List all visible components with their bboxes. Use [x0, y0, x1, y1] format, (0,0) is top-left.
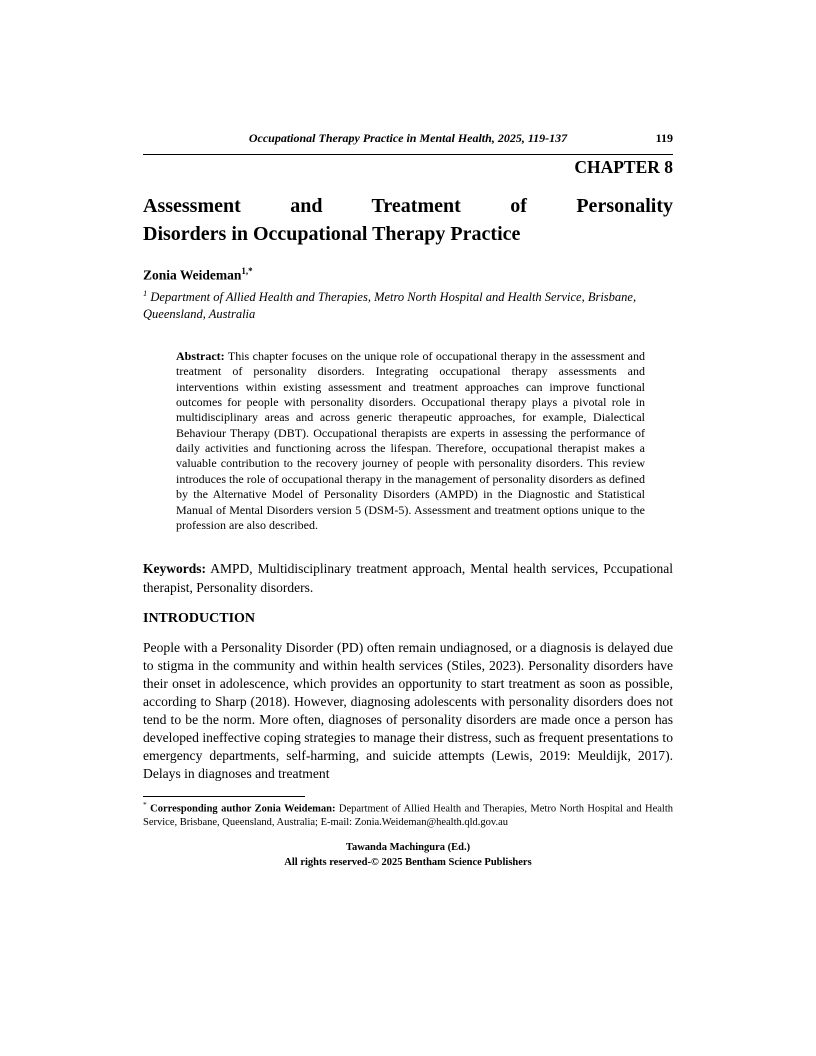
chapter-title-line-1: Assessment and Treatment of Personality	[143, 195, 673, 217]
affiliation-mark: 1	[143, 288, 148, 299]
chapter-title	[143, 192, 673, 249]
author-affiliation-mark: 1,*	[241, 265, 253, 276]
keywords-label: Keywords:	[143, 561, 206, 577]
running-head	[143, 131, 673, 147]
chapter-label: CHAPTER 8	[574, 157, 673, 177]
section-heading-introduction: INTRODUCTION	[143, 610, 256, 626]
corresponding-author-footnote	[143, 800, 673, 830]
footnote-label: Corresponding author Zonia Weideman:	[146, 803, 336, 815]
abstract	[176, 349, 645, 533]
affiliation-text: Department of Allied Health and Therapies, Metro North Hospital and Health Service, Brisbane, Queensland, Australia	[143, 290, 637, 321]
footnote-marker: *	[143, 800, 147, 810]
footnote-text: Department of Allied Health and Therapies, Metro North Hospital and Health Service, Brisbane, Queensland, Australia; E-mail: Zonia.Weideman@health.qld.gov.au	[143, 803, 673, 829]
introduction-paragraph: People with a Personality Disorder (PD) often remain undiagnosed, or a diagnosis is delayed due to stigma in the community and within health services (Stiles, 2023). Personality disorders have their onset in adolescence, which provides an opportunity to start treatment as soon as possible, according to Sharp (2018). However, diagnosing adolescents with personality disorders does not tend to be the norm. More often, diagnoses of personality disorders are made once a person has developed ineffective coping strategies to manage their distress, such as frequent presentations to emergency departments, self-harming, and suicide attempts (Lewis, 2019: Meuldijk, 2017). Delays in diagnoses and treatment	[143, 639, 673, 782]
publisher-imprint	[143, 841, 673, 870]
book-citation: Occupational Therapy Practice in Mental Health, 2025, 119-137	[248, 131, 568, 145]
page-number: 119	[655, 131, 673, 145]
affiliation	[143, 288, 673, 322]
abstract-label: Abstract:	[176, 348, 225, 363]
author-name: Zonia Weideman	[143, 267, 242, 283]
rights-line: All rights reserved-© 2025 Bentham Science Publishers	[284, 856, 532, 868]
page-content	[143, 131, 673, 870]
author-line	[143, 266, 673, 284]
keywords-text: AMPD, Multidisciplinary treatment approach, Mental health services, Pccupational therapist, Personality disorders.	[143, 561, 673, 595]
keywords	[143, 560, 673, 597]
header-rule	[143, 154, 673, 155]
chapter-title-line-2: Disorders in Occupational Therapy Practice	[143, 223, 521, 246]
footnote-rule	[143, 796, 305, 797]
abstract-text: This chapter focuses on the unique role of occupational therapy in the assessment and treatment of personality disorders. Integrating occupational therapy assessments and interventions within existing assessment and treatment approaches can improve functional outcomes for people with personality disorders. Occupational therapy plays a pivotal role in multidisciplinary areas and across generic therapeutic approaches, for example, Dialectical Behaviour Therapy (DBT). Occupational therapists are experts in assessing the performance of daily activities and functioning across the lifespan. Therefore, occupational therapist makes a valuable contribution to the recovery journey of people with personality disorders. This review introduces the role of occupational therapy in the management of personality disorders as defined by the Alternative Model of Personality Disorders (AMPD) in the Diagnostic and Statistical Manual of Mental Disorders version 5 (DSM-5). Assessment and treatment options unique to the profession are also described.	[176, 348, 645, 532]
editor-line: Tawanda Machingura (Ed.)	[345, 841, 471, 853]
